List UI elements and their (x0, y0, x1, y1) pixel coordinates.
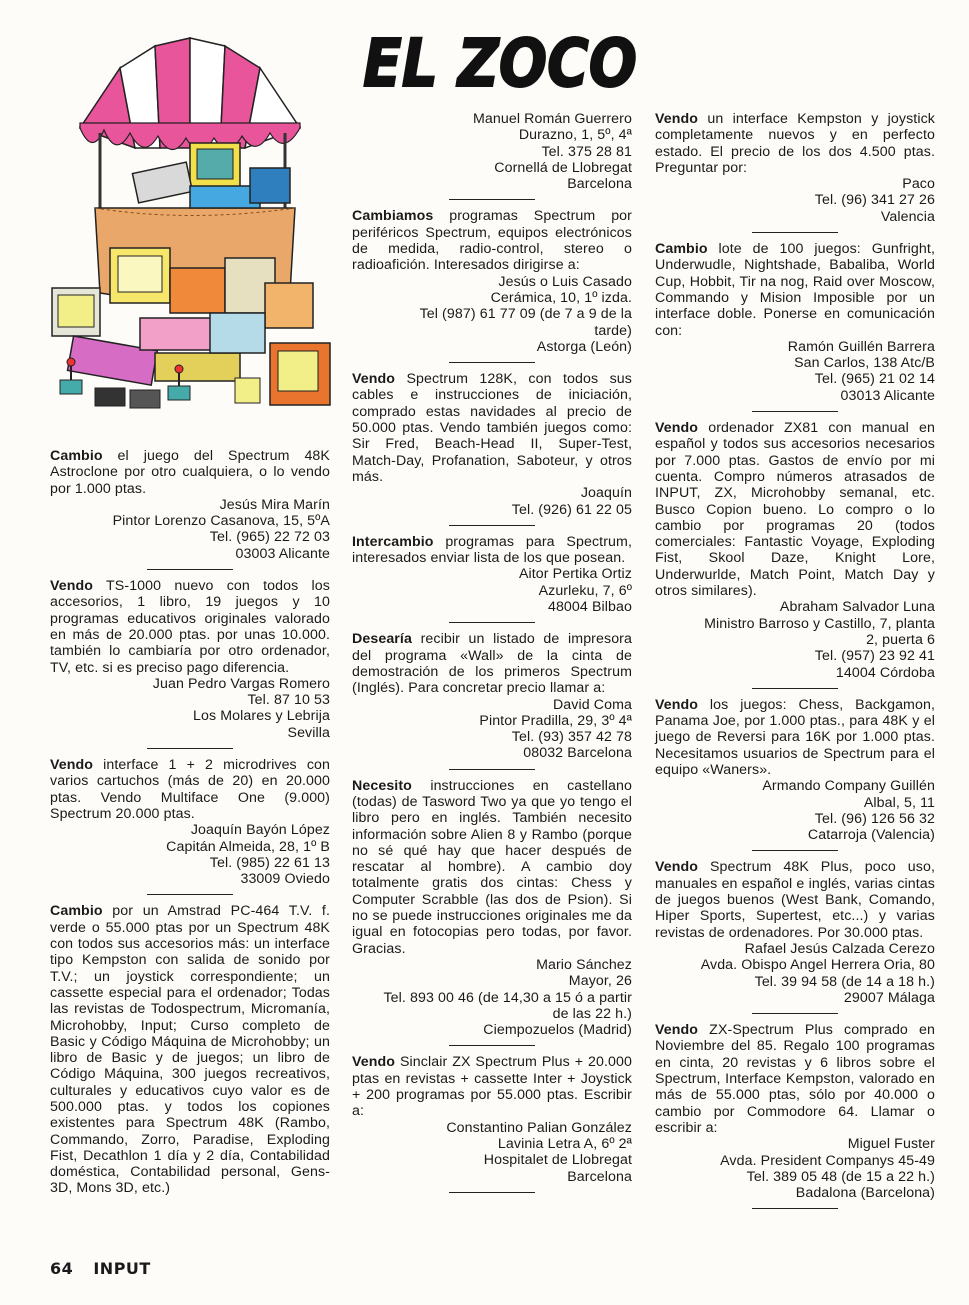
contact-line: Constantino Palian González (446, 1119, 632, 1136)
contact-line: Ministro Barroso y Castillo, 7, planta (704, 615, 935, 632)
contact-line: Tel. (96) 341 27 26 (814, 192, 935, 209)
ad-body (50, 757, 330, 822)
contact-line: Armando Company Guillén (762, 778, 935, 795)
contact-line: Cornellá de Llobregat (494, 159, 632, 176)
magazine-name: INPUT (93, 1259, 151, 1278)
contact-line: 03003 Alicante (235, 545, 330, 562)
contact-line: Tel. 893 00 46 (de 14,30 a 15 ó a partir (383, 989, 632, 1006)
ad-text: lote de 100 juegos: Gunfright, Underwudle, Nightshade, Babaliba, World Cup, Hobbit, Tir na nog, Raid over Moscow, Commando y Mision Imposible por un interface doble. Ponerse en comunicación con: (655, 241, 935, 339)
ad-body (352, 778, 632, 957)
contact-line: Rafael Jesús Calzada Cerezo (744, 940, 935, 957)
ad-separator (449, 362, 535, 363)
contact-line: 48004 Bilbao (547, 599, 632, 616)
ad-contact (352, 274, 632, 355)
contact-line: Tel. 389 05 48 (de 15 a 22 h.) (746, 1168, 935, 1185)
contact-line: tarde) (594, 322, 632, 339)
ad-body (352, 1054, 632, 1119)
contact-line: Tel. (965) 21 02 14 (814, 371, 935, 388)
contact-line: Barcelona (567, 1168, 632, 1185)
ad-body (655, 241, 935, 339)
contact-line: Hospitalet de Llobregat (483, 1152, 632, 1169)
ad-text: interface 1 + 2 microdrives con varios cartuchos (más de 20) en 20.000 ptas. Vendo Multiface One (9.000) Spectrum 20.000 ptas. (50, 757, 330, 822)
contact-line: Tel. (957) 23 92 41 (814, 648, 935, 665)
classified-ad (655, 111, 935, 225)
classified-ad (352, 371, 632, 518)
classified-ad (352, 534, 632, 615)
ad-separator (147, 894, 233, 895)
ad-contact (50, 497, 330, 562)
contact-line: 14004 Córdoba (835, 664, 935, 681)
classified-ad (655, 859, 935, 1006)
classified-ad (352, 208, 632, 355)
contact-line: Jesús o Luis Casado (498, 273, 632, 290)
ad-verb: Vendo (50, 578, 94, 595)
contact-line: Tel. (965) 22 72 03 (209, 529, 330, 546)
contact-line: Jesús Mira Marín (219, 496, 330, 513)
ad-body (352, 371, 632, 485)
ad-separator (147, 748, 233, 749)
contact-line: Badalona (Barcelona) (795, 1185, 935, 1202)
contact-line: San Carlos, 138 Atc/B (794, 355, 935, 372)
ad-verb: Cambio (50, 448, 103, 464)
ad-verb: Vendo (655, 1022, 699, 1039)
ad-contact (50, 822, 330, 887)
contact-line: Lavinia Letra A, 6º 2ª (497, 1135, 632, 1152)
ad-contact (352, 1120, 632, 1185)
page-number: 64 (50, 1259, 74, 1278)
ad-verb: Vendo (655, 696, 699, 713)
ad-text: ZX-Spectrum Plus comprado en Noviembre del 85. Regalo 100 programas en cinta, 20 revistas y 6 libros sobre el Spectrum, Interface Kempston, valorado en más de 55.000 ptas, sólo por 40.000 o cambio por Commodore 64. Llamar o escribir a: (655, 1022, 935, 1136)
ad-separator (752, 232, 838, 233)
ad-separator (752, 1013, 838, 1014)
contact-line: Joaquín Bayón López (190, 822, 330, 839)
ad-text: programas para Spectrum, interesados enviar lista de los que posean. (352, 533, 632, 567)
section-title-text: EL ZOCO (363, 25, 637, 102)
contact-line: Avda. Obispo Angel Herrera Oria, 80 (700, 957, 935, 974)
contact-line: Mayor, 26 (568, 973, 632, 990)
contact-line: Pintor Pradilla, 29, 3º 4ª (479, 712, 632, 729)
classified-ad (50, 578, 330, 741)
classified-ad (352, 1054, 632, 1184)
ad-verb: Vendo (352, 1054, 396, 1071)
contact-line: Abraham Salvador Luna (779, 599, 935, 616)
contact-line: Cerámica, 10, 1º izda. (490, 289, 632, 306)
contact-line: Tel. 375 28 81 (541, 143, 632, 160)
contact-line: Tel. 87 10 53 (247, 692, 330, 709)
contact-line: Tel. (96) 126 56 32 (814, 810, 935, 827)
contact-line: Sevilla (287, 724, 330, 741)
ad-verb: Cambio (655, 241, 708, 258)
ad-text: por un Amstrad PC-464 T.V. f. verde o 55.000 ptas por un Spectrum 48K con todos sus accesorios más: un interface tipo Kempston con salida de sonido por T.V.; un joystick correspondiente; un cassette especial para el ordenador; Todas las revistas de Todospectrum, Micromanía, Microhobby, Input; Curso completo de Basic y Código Máquina de Microhobby; un libro de Basic y de juegos; un libro de Código Máquina, 300 juegos recreativos, culturales y educativos cuyo valor es de 500.000 ptas. y todos los copiones existentes para Spectrum 48K (Rambo, Commando, Zorro, Paradise, Exploding Fist, Decathlon 1 día y 2 día, Contabilidad doméstica, Contabilidad personal, Gens-3D, Mons 3D, etc.) (50, 903, 330, 1197)
classified-ad (655, 1022, 935, 1201)
contact-line: 03013 Alicante (840, 387, 935, 404)
ad-contact (655, 1136, 935, 1201)
ad-verb: Vendo (655, 420, 699, 437)
contact-line: Tel. (926) 61 22 05 (511, 501, 632, 518)
ad-text: programas Spectrum por periféricos Spectrum, equipos electrónicos de medida, radio-control, stereo o radioafición. Interesados dirigirse a: (352, 208, 632, 274)
ad-separator (449, 769, 535, 770)
ad-verb: Cambiamos (352, 208, 434, 225)
classified-ad (50, 448, 330, 562)
contact-line: Paco (902, 176, 935, 193)
ad-contact (352, 957, 632, 1038)
ad-text: Sinclair ZX Spectrum Plus + 20.000 ptas en revistas + cassette Inter + Joystick + 200 programas por 55.000 ptas. Escribir a: (352, 1054, 632, 1120)
ad-body (655, 859, 935, 940)
contact-line: Ramón Guillén Barrera (787, 338, 935, 355)
contact-line: Pintor Lorenzo Casanova, 15, 5ºA (112, 513, 330, 530)
page-footer (50, 1259, 151, 1278)
column-1 (50, 448, 330, 1204)
contact-line: David Coma (552, 696, 632, 713)
ad-text: Spectrum 128K, con todos sus cables e instrucciones de iniciación, comprado estas navidades al precio de 50.000 ptas. Vendo también juegos como: Sir Fred, Beach-Head II, Super-Test, Match-Day, Profanation, Saboteur, y otros más. (352, 371, 632, 485)
ad-body (655, 111, 935, 176)
ad-verb: Cambio (50, 903, 103, 920)
contact-line: 29007 Málaga (843, 989, 935, 1006)
ad-contact (655, 941, 935, 1006)
contact-line: Tel. (985) 22 61 13 (209, 854, 330, 871)
ad-separator (449, 622, 535, 623)
ad-separator (752, 850, 838, 851)
ad-verb: Desearía (352, 631, 412, 648)
contact-line: Tel. (93) 357 42 78 (511, 729, 632, 746)
contact-line: Tel. 39 94 58 (de 14 a 18 h.) (754, 973, 935, 990)
classified-ad (352, 631, 632, 761)
ad-separator (752, 688, 838, 689)
ad-body (655, 1022, 935, 1136)
column-2 (352, 111, 632, 1201)
ad-verb: Vendo (655, 859, 699, 876)
contact-line: Ciempozuelos (Madrid) (483, 1022, 632, 1039)
ad-body (352, 208, 632, 273)
classified-ad (50, 903, 330, 1196)
ad-text: recibir un listado de impresora del programa «Wall» de la cinta de demostración de los primeros Spectrum (Inglés). Para concretar precio llamar a: (352, 631, 632, 697)
ad-contact (352, 566, 632, 615)
contact-line: Aitor Pertika Ortiz (518, 566, 632, 583)
ad-separator (449, 199, 535, 200)
ad-body (50, 448, 330, 497)
ad-contact (50, 676, 330, 741)
contact-line: Albal, 5, 11 (863, 794, 935, 811)
ad-contact (655, 339, 935, 404)
column-3 (655, 111, 935, 1217)
ad-separator (449, 525, 535, 526)
ad-body (50, 903, 330, 1196)
contact-line: Catarroja (Valencia) (807, 827, 935, 844)
classified-ad (655, 420, 935, 681)
ad-verb: Intercambio (352, 533, 434, 550)
contact-line: Barcelona (567, 176, 632, 193)
ad-verb: Necesito (352, 777, 412, 794)
ad-contact (352, 485, 632, 518)
contact-line: Los Molares y Lebrija (193, 708, 330, 725)
contact-line: Joaquín (580, 485, 632, 502)
ad-text: el juego del Spectrum 48K Astroclone por otro cualquiera, o lo vendo por 1.000 ptas. (50, 448, 330, 497)
ad-contact (655, 176, 935, 225)
ad-separator (752, 411, 838, 412)
ad-separator (449, 1192, 535, 1193)
market-stall-illustration (40, 18, 340, 438)
ad-contact (655, 599, 935, 680)
contact-line: Mario Sánchez (536, 956, 632, 973)
contact-line: Juan Pedro Vargas Romero (152, 675, 330, 692)
contact-line: Valencia (880, 208, 935, 225)
ad-separator (449, 1045, 535, 1046)
contact-line: 33009 Oviedo (240, 871, 330, 888)
section-title (355, 18, 645, 100)
contact-line: Durazno, 1, 5º, 4ª (518, 127, 632, 144)
classified-ad (50, 757, 330, 887)
contact-line: Miguel Fuster (847, 1136, 935, 1153)
ad-text: un interface Kempston y joystick completamente nuevos y en perfecto estado. El precio de los dos 4.500 ptas. Preguntar por: (655, 111, 935, 176)
ad-text: los juegos: Chess, Backgamon, Panama Joe, por 1.000 ptas., para 48K y el juego de Reversi para 16K por 1.000 ptas. Necesitamos usuarios de Spectrum para el equipo «Waners». (655, 696, 935, 778)
contact-line: Tel (987) 61 77 09 (de 7 a 9 de la (419, 306, 632, 323)
contact-line: 08032 Barcelona (523, 745, 632, 762)
ad-contact (352, 697, 632, 762)
ad-body (655, 697, 935, 778)
ad-contact (352, 111, 632, 192)
ad-contact (655, 778, 935, 843)
ad-text: instrucciones en castellano (todas) de Tasword Two ya que yo tengo el libro pero en inglés. También necesito información sobre Alien 8 y Rambo (porque no sé qué hay que hacer después de rescatar al hombre). A cambio doy totalmente gratis dos cintas: Chess y Computer Scrabble (las dos de Psion). Si no se puede instrucciones originales me da igual en fotocopias pero todas, por favor. Gracias. (352, 777, 632, 957)
contact-line: Manuel Román Guerrero (472, 111, 632, 127)
classified-ad (655, 241, 935, 404)
ad-separator (147, 569, 233, 570)
contact-line: Avda. President Companys 45-49 (720, 1152, 935, 1169)
ad-text: TS-1000 nuevo con todos los accesorios, 1 libro, 19 juegos y 10 programas educativos originales valorado en más de 20.000 ptas. por unas 10.000. también lo cambiaría por otro ordenador, TV, etc. si es preciso pago diferencia. (50, 578, 330, 676)
classified-ad (352, 778, 632, 1039)
ad-verb: Vendo (655, 111, 699, 127)
ad-verb: Vendo (50, 757, 94, 774)
contact-line: Azurleku, 7, 6º (538, 582, 632, 599)
ad-body (352, 631, 632, 696)
contact-line: 2, puerta 6 (866, 631, 935, 648)
classified-ad (655, 697, 935, 844)
ad-body (352, 534, 632, 567)
ad-separator (752, 1208, 838, 1209)
ad-body (655, 420, 935, 599)
contact-line: Capitán Almeida, 28, 1º B (166, 838, 330, 855)
classified-ad (352, 111, 632, 192)
ad-text: Spectrum 48K Plus, poco uso, manuales en español e inglés, varias cintas de juegos buenos (West Bank, Comando, Hiper Sports, Supertest, etc...) y varias revistas de ordenadores. Por 30.000 ptas. (655, 859, 935, 941)
ad-verb: Vendo (352, 371, 396, 388)
ad-text: ordenador ZX81 con manual en español y todos sus accesorios necesarios por 7.000 ptas. Gastos de envío por mi cuenta. Compro números atrasados de INPUT, ZX, Microhobby semanal, etc. Busco Copion bueno. Lo compro o lo cambio por programas 20 (todos comerciales: Fantastic Voyage, Exploding Fist, Skool Daze, Knight Lore, Underwurlde, Match Point, Match Day y otros similares). (655, 420, 935, 600)
contact-line: de las 22 h.) (552, 1005, 632, 1022)
contact-line: Astorga (León) (536, 338, 632, 355)
ad-body (50, 578, 330, 676)
